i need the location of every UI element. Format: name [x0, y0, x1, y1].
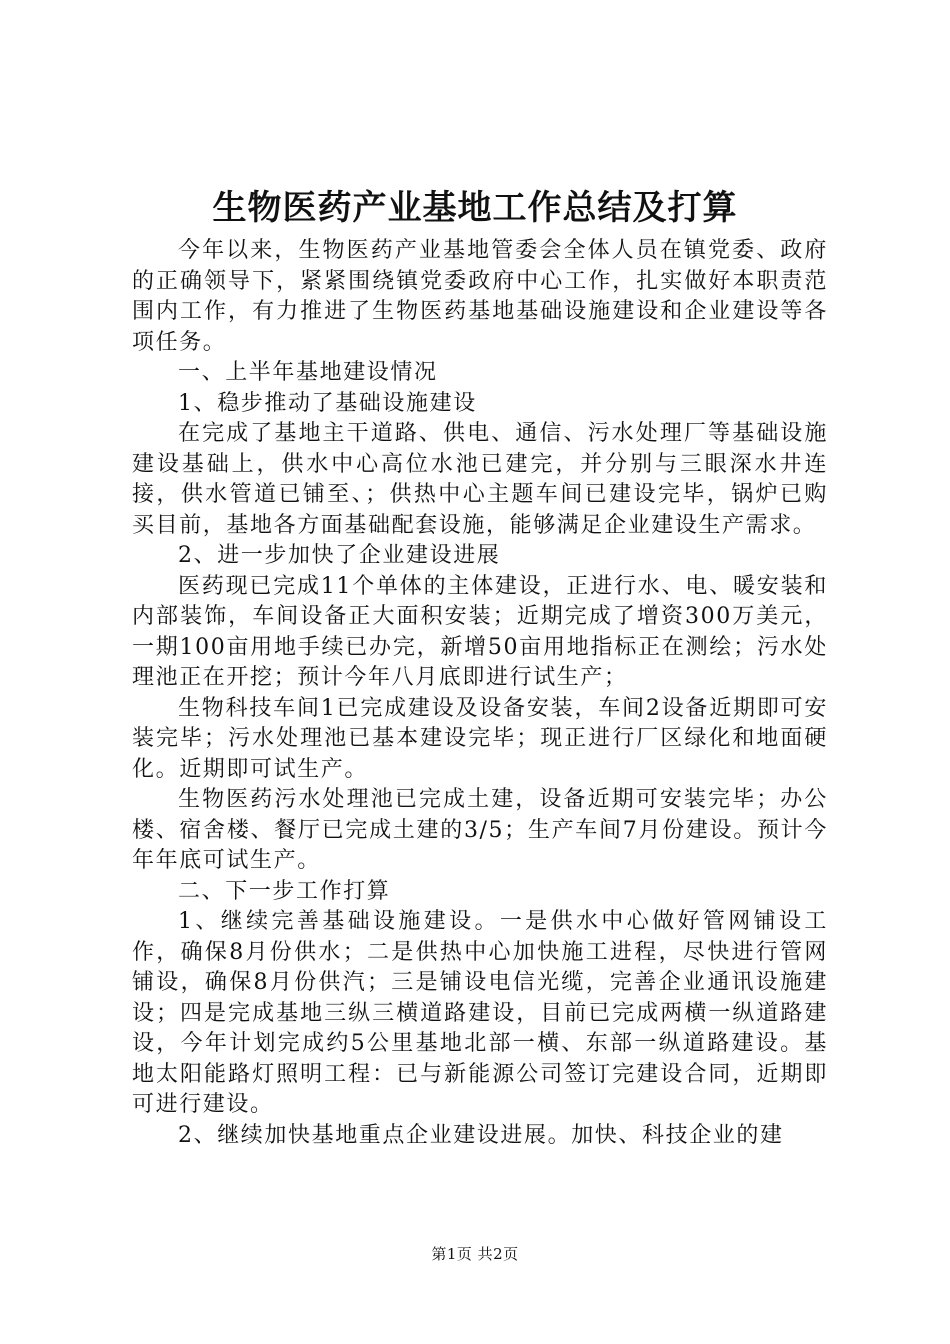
- paragraph-biotech-progress: 生物科技车间1已完成建设及设备安装，车间2设备近期即可安装完毕；污水处理池已基本建设完毕；现正进行厂区绿化和地面硬化。近期即可试生产。: [132, 695, 828, 782]
- document-title: 生物医药产业基地工作总结及打算: [212, 188, 738, 228]
- document-body: [132, 236, 828, 1151]
- paragraph-pharma-progress: 医药现已完成11个单体的主体建设，正进行水、电、暖安装和内部装饰，车间设备正大面积安装；近期完成了增资300万美元，一期100亩用地手续已办完，新增50亩用地指标正在测绘；污水处理池正在开挖；预计今年八月底即进行试生产；: [132, 573, 828, 690]
- paragraph-next-infrastructure: 1、继续完善基础设施建设。一是供水中心做好管网铺设工作，确保8月份供水；二是供热中心加快施工进程，尽快进行管网铺设，确保8月份供汽；三是铺设电信光缆，完善企业通讯设施建设；四是完成基地三纵三横道路建设，目前已完成两横一纵道路建设，今年计划完成约5公里基地北部一横、东部一纵道路建设。基地太阳能路灯照明工程：已与新能源公司签订完建设合同，近期即可进行建设。: [132, 909, 828, 1117]
- subheading-1-2: 2、进一步加快了企业建设进展: [178, 543, 501, 568]
- subheading-1-1: 1、稳步推动了基础设施建设: [178, 390, 477, 416]
- page-footer: 第1页 共2页: [431, 1245, 519, 1263]
- paragraph-wastewater-progress: 生物医药污水处理池已完成土建，设备近期可安装完毕；办公楼、宿舍楼、餐厅已完成土建的3/5；生产车间7月份建设。预计今年年底可试生产。: [132, 787, 828, 873]
- section-heading-1: 一、上半年基地建设情况: [178, 360, 438, 385]
- paragraph-intro: 今年以来，生物医药产业基地管委会全体人员在镇党委、政府的正确领导下，紧紧围绕镇党委政府中心工作，扎实做好本职责范围内工作，有力推进了生物医药基地基础设施建设和企业建设等各项任务。: [132, 238, 828, 355]
- section-heading-2: 二、下一步工作打算: [178, 878, 391, 904]
- paragraph-infrastructure: 在完成了基地主干道路、供电、通信、污水处理厂等基础设施建设基础上，供水中心高位水池已建完，并分别与三眼深水井连接，供水管道已铺至、；供热中心主题车间已建设完毕，锅炉已购买目前，基地各方面基础配套设施，能够满足企业建设生产需求。: [132, 421, 828, 538]
- paragraph-next-enterprises: 2、继续加快基地重点企业建设进展。加快、科技企业的建: [178, 1122, 784, 1148]
